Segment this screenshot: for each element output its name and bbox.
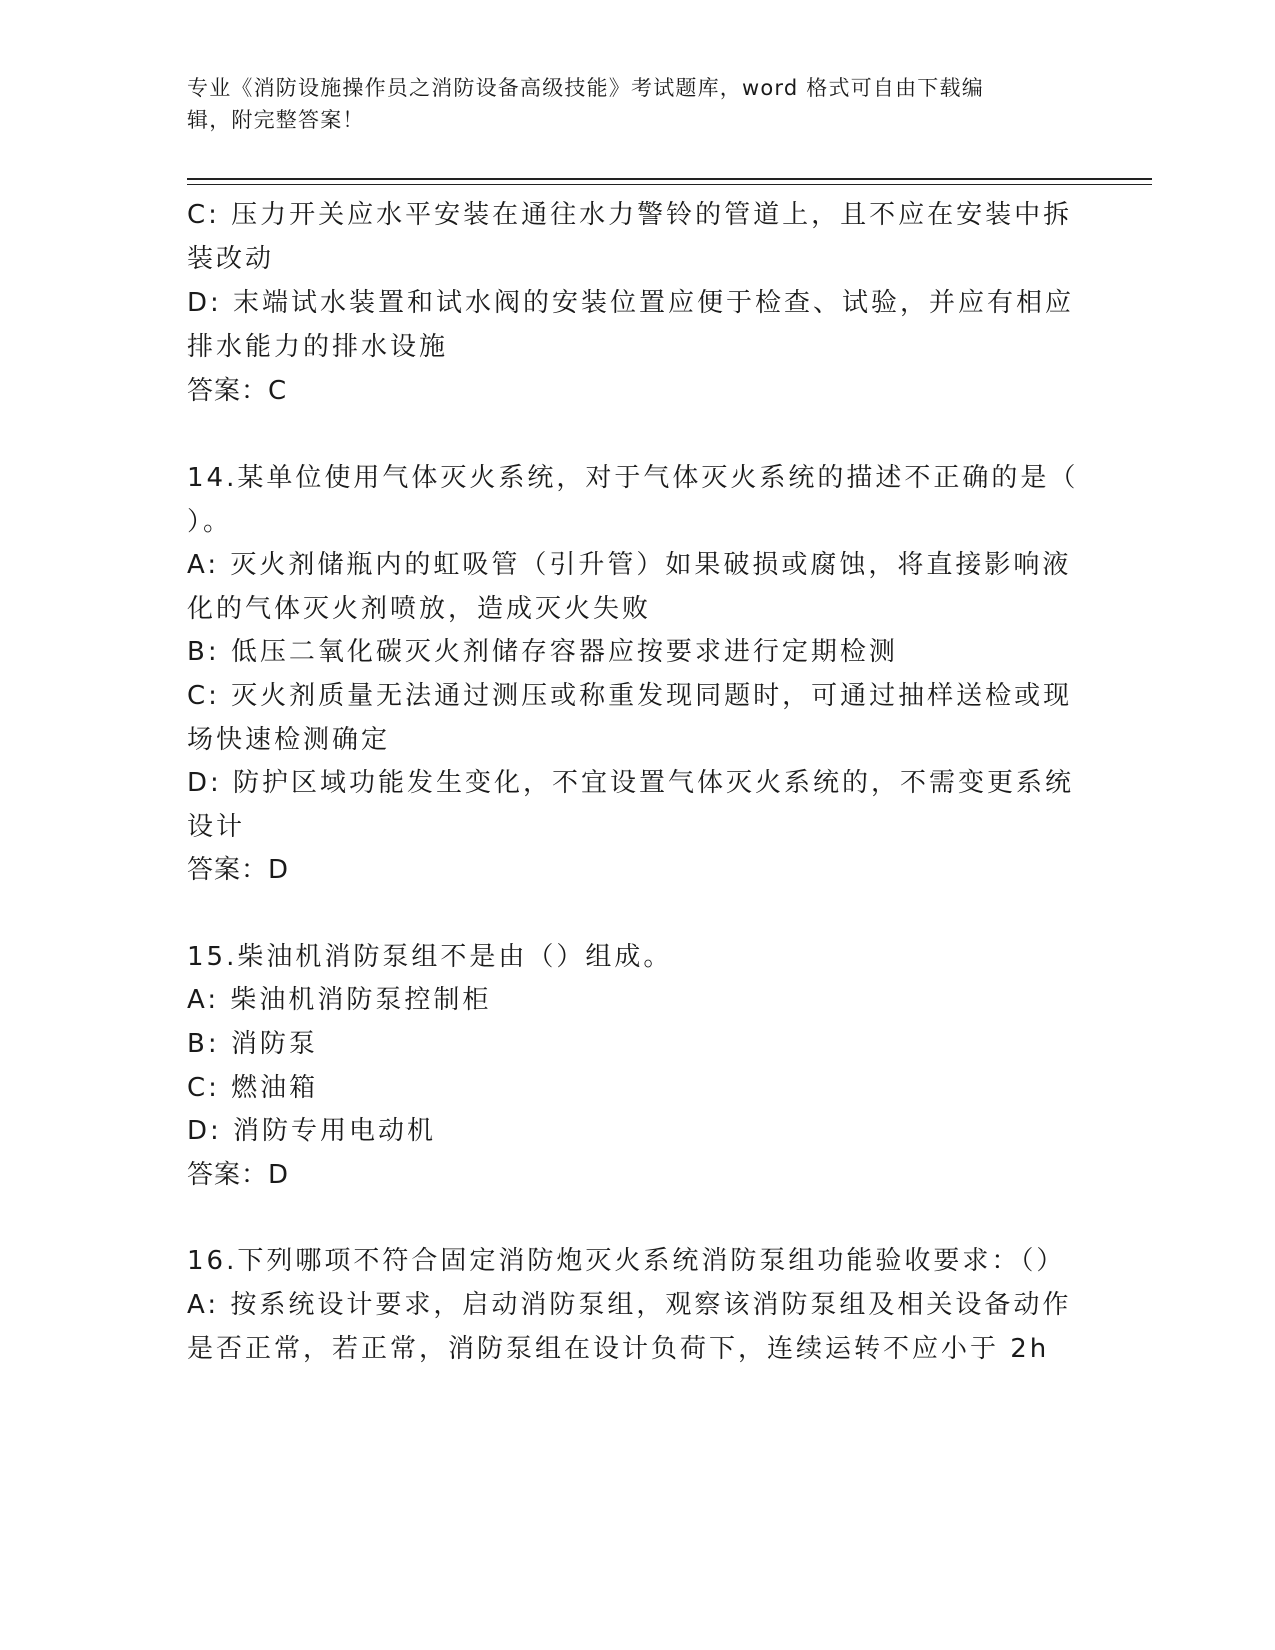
option-d-line-2: 排水能力的排水设施	[187, 332, 449, 362]
q15-option-c: C: 燃油箱	[187, 1073, 319, 1103]
header-line-1: 专业《消防设施操作员之消防设备高级技能》考试题库，word 格式可自由下载编	[187, 76, 984, 100]
question-15: 15.柴油机消防泵组不是由（）组成。	[187, 942, 673, 972]
q16-option-a-line-2: 是否正常，若正常，消防泵组在设计负荷下，连续运转不应小于 2h	[187, 1334, 1050, 1364]
q15-option-b: B: 消防泵	[187, 1029, 318, 1059]
answer-14: 答案：D	[187, 855, 290, 885]
question-14-line-2: ）。	[187, 507, 233, 537]
q15-option-a: A: 柴油机消防泵控制柜	[187, 985, 492, 1015]
q14-option-a-line-1: A: 灭火剂储瓶内的虹吸管（引升管）如果破损或腐蚀，将直接影响液	[187, 550, 1072, 580]
document-header	[187, 72, 1067, 136]
question-16: 16.下列哪项不符合固定消防炮灭火系统消防泵组功能验收要求：（）	[187, 1246, 1066, 1276]
option-d-line-1: D: 末端试水装置和试水阀的安装位置应便于检查、试验，并应有相应	[187, 288, 1075, 318]
q16-option-a-line-1: A: 按系统设计要求，启动消防泵组，观察该消防泵组及相关设备动作	[187, 1290, 1072, 1320]
header-rule-thin	[187, 184, 1152, 185]
q14-option-a-line-2: 化的气体灭火剂喷放，造成灭火失败	[187, 594, 652, 624]
q14-option-d-line-2: 设计	[187, 812, 246, 842]
answer-15: 答案：D	[187, 1160, 290, 1190]
q15-option-d: D: 消防专用电动机	[187, 1116, 437, 1146]
option-c-line-2: 装改动	[187, 244, 275, 274]
header-rule-thick	[187, 178, 1152, 180]
option-c-line-1: C: 压力开关应水平安装在通往水力警铃的管道上，且不应在安装中拆	[187, 200, 1073, 230]
q14-option-c-line-2: 场快速检测确定	[187, 725, 391, 755]
question-14-line-1: 14.某单位使用气体灭火系统，对于气体灭火系统的描述不正确的是（	[187, 463, 1079, 493]
q14-option-d-line-1: D: 防护区域功能发生变化，不宜设置气体灭火系统的，不需变更系统	[187, 768, 1075, 798]
q14-option-b: B: 低压二氧化碳灭火剂储存容器应按要求进行定期检测	[187, 637, 898, 667]
q14-option-c-line-1: C: 灭火剂质量无法通过测压或称重发现同题时，可通过抽样送检或现	[187, 681, 1073, 711]
answer-13: 答案：C	[187, 376, 288, 406]
header-line-2: 辑，附完整答案！	[187, 108, 365, 132]
